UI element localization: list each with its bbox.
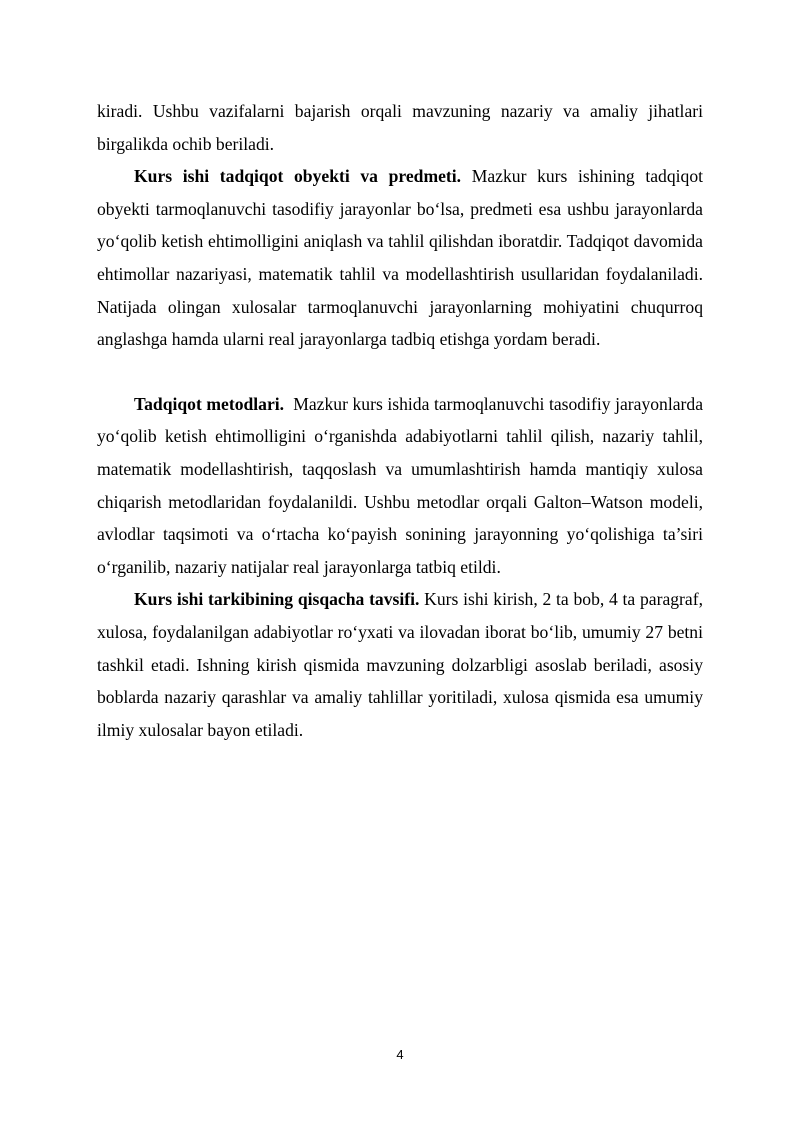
page-number: 4 [396,1047,404,1062]
paragraph-text: Mazkur kurs ishida tarmoqlanuvchi tasodifiy jarayonlarda yo‘qolib ketish ehtimolligini o‘rganishda adabiyotlarni tahlil qilish, nazariy tahlil, matematik modellashtirish, taqqoslash va umumlashtirish hamda mantiqiy xulosa chiqarish metodlaridan foydalanildi. Ushbu metodlar orqali Galton–Watson modeli, avlodlar taqsimoti va o‘rtacha ko‘payish sonining jarayonning yo‘qolishiga ta’siri o‘rganilib, nazariy natijalar real jarayonlarga tatbiq etildi. [97,393,708,577]
document-body [97,95,708,746]
paragraph-research-methods [97,388,708,584]
paragraph-text: Mazkur kurs ishining tadqiqot obyekti tarmoqlanuvchi tasodifiy jarayonlar bo‘lsa, predmeti esa ushbu jarayonlarda yo‘qolib ketish ehtimolligini aniqlash va tahlil qilishdan iboratdir. Tadqiqot davomida ehtimollar nazariyasi, matematik tahlil va modellashtirish usullaridan foydalaniladi. Natijada olingan xulosalar tarmoqlanuvchi jarayonlarning mohiyatini chuqurroq anglashga hamda ularni real jarayonlarga tadbiq etishga yordam beradi. [97,166,704,350]
paragraph-research-object [97,160,703,356]
paragraph-spacer [97,356,703,388]
paragraph-text: kiradi. Ushbu vazifalarni bajarish orqali mavzuning nazariy va amaliy jihatlari birgalikda ochib beriladi. [97,101,703,154]
paragraph-heading: Kurs ishi tarkibining qisqacha tavsifi. [134,589,420,610]
paragraph-continuation [97,95,703,160]
paragraph-text: Kurs ishi kirish, 2 ta bob, 4 ta paragraf, xulosa, foydalanilgan adabiyotlar ro‘yxati va ilovadan iborat bo‘lib, umumiy 27 betni tashkil etadi. Ishning kirish qismida mavzuning dolzarbligi asoslab beriladi, asosiy boblarda nazariy qarashlar va amaliy tahlillar yoritiladi, xulosa qismida esa umumiy ilmiy xulosalar bayon etiladi. [97,589,703,740]
paragraph-heading: Kurs ishi tadqiqot obyekti va predmeti. [134,166,462,187]
paragraph-structure-summary [97,583,703,746]
paragraph-heading: Tadqiqot metodlari. [134,393,285,414]
